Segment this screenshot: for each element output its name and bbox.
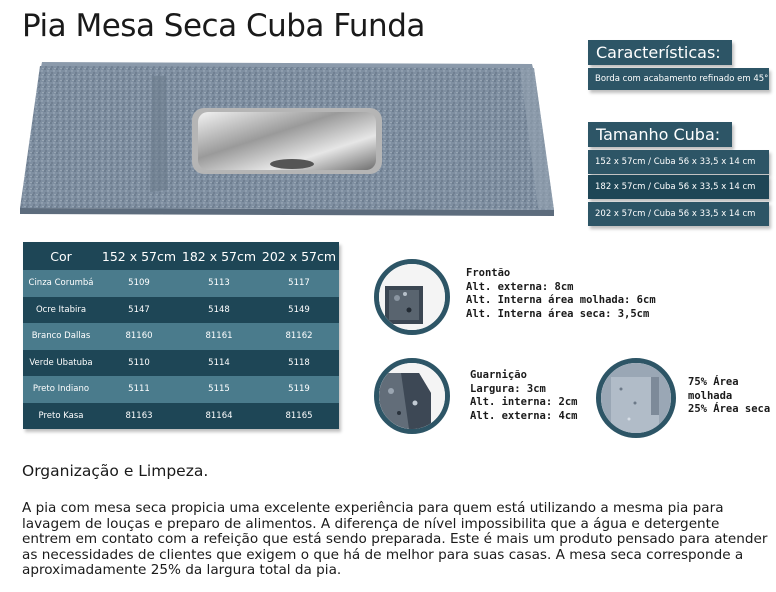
guarnicao-specs	[470, 369, 577, 423]
table-cell: 5117	[259, 270, 339, 297]
page-title: Pia Mesa Seca Cuba Funda	[22, 8, 425, 44]
areas-specs	[688, 376, 770, 417]
tamanho-cuba-item-3: 202 x 57cm / Cuba 56 x 33,5 x 14 cm	[588, 202, 769, 226]
areas-line: 75% Área	[688, 376, 739, 388]
dry-area-image	[596, 358, 676, 438]
frontao-title: Frontão	[466, 267, 511, 279]
table-cell: Cinza Corumbá	[23, 270, 99, 297]
caracteristicas-heading: Características:	[588, 40, 732, 65]
tamanho-cuba-heading: Tamanho Cuba:	[588, 122, 732, 147]
table-cell: 5111	[99, 376, 179, 403]
table-row	[23, 376, 339, 403]
table-cell: 5114	[179, 350, 259, 377]
table-cell: 5147	[99, 297, 179, 324]
frontao-edge-image	[374, 259, 450, 335]
table-header: 182 x 57cm	[179, 242, 259, 270]
table-header: 152 x 57cm	[99, 242, 179, 270]
table-row	[23, 403, 339, 430]
frontao-spec: Alt. externa: 8cm	[466, 280, 574, 293]
table-row	[23, 350, 339, 377]
table-cell: 81163	[99, 403, 179, 430]
tamanho-cuba-item-2: 182 x 57cm / Cuba 56 x 33,5 x 14 cm	[588, 175, 769, 199]
guarnicao-spec: Largura: 3cm	[470, 382, 546, 395]
table-header-row	[23, 242, 339, 270]
table-cell: 81160	[99, 323, 179, 350]
caracteristicas-item: Borda com acabamento refinado em 45°	[588, 68, 769, 90]
guarnicao-spec: Alt. externa: 4cm	[470, 409, 578, 422]
table-cell: 5148	[179, 297, 259, 324]
table-cell: 5115	[179, 376, 259, 403]
frontao-specs	[466, 267, 656, 321]
guarnicao-spec: Alt. interna: 2cm	[470, 396, 578, 408]
table-cell: Preto Kasa	[23, 403, 99, 430]
table-cell: 5149	[259, 297, 339, 324]
frontao-spec: Alt. Interna área molhada: 6cm	[466, 294, 656, 306]
table-cell: 81164	[179, 403, 259, 430]
table-cell: Verde Ubatuba	[23, 350, 99, 377]
table-header: 202 x 57cm	[259, 242, 339, 270]
table-header: Cor	[23, 242, 99, 270]
section-heading: Organização e Limpeza.	[22, 462, 209, 480]
countertop-image	[20, 62, 554, 216]
color-size-table	[23, 242, 339, 429]
table-cell: 81165	[259, 403, 339, 430]
table-row	[23, 270, 339, 297]
table-cell: Preto Indiano	[23, 376, 99, 403]
areas-line: molhada	[688, 389, 733, 402]
frontao-spec: Alt. Interna área seca: 3,5cm	[466, 307, 650, 320]
section-paragraph: A pia com mesa seca propicia uma excelente experiência para quem está utilizando a mesma pia para lavagem de louças e preparo de alimentos. A diferença de nível impossibilita que a água e detergente entrem em contato com a refeição que está sendo preparada. Este é mais um produto pensado para atender as necessidades de clientes que exigem o que há de melhor para suas casas. A mesa seca corresponde a aproximadamente 25% da largura total da pia.	[22, 500, 768, 579]
table-cell: 81162	[259, 323, 339, 350]
tamanho-cuba-item-1: 152 x 57cm / Cuba 56 x 33,5 x 14 cm	[588, 150, 769, 174]
areas-line: 25% Área seca	[688, 403, 771, 415]
table-cell: 81161	[179, 323, 259, 350]
table-cell: 5113	[179, 270, 259, 297]
guarnicao-title: Guarnição	[470, 369, 527, 381]
table-cell: 5109	[99, 270, 179, 297]
table-cell: Ocre Itabira	[23, 297, 99, 324]
guarnicao-edge-image	[374, 358, 450, 434]
table-row	[23, 323, 339, 350]
table-row	[23, 297, 339, 324]
table-cell: Branco Dallas	[23, 323, 99, 350]
table-cell: 5118	[259, 350, 339, 377]
table-cell: 5110	[99, 350, 179, 377]
table-cell: 5119	[259, 376, 339, 403]
